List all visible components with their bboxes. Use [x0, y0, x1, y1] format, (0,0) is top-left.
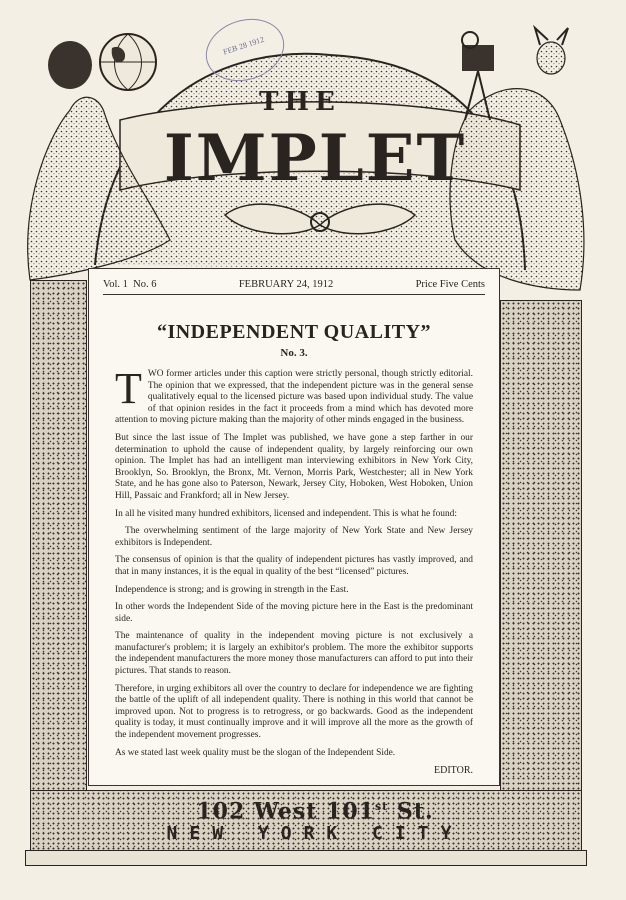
masthead-illustration: [0, 0, 626, 300]
address-city: NEW YORK CITY: [166, 823, 464, 845]
article-subhead: No. 3.: [280, 347, 308, 359]
base-molding: [25, 850, 587, 866]
paragraph: As we stated last week quality must be the slogan of the Independent Side.: [115, 747, 396, 758]
paragraph: Therefore, in urging exhibitors all over the country to declare for independence we are fighting the battle of the uplift of all independent quality. There is nothing in this world that cannot be improved upon. Not to progress is to retrogress, or go backwards. Good as the independent quality is today, it must continually improve and it will improve all the more as the growth of the independent movement progresses.: [115, 683, 473, 741]
masthead-title: IMPLET: [163, 121, 467, 196]
figure-with-camera: [450, 28, 584, 290]
paragraph: In other words the Independent Side of the moving picture here in the East is the predominant side.: [115, 602, 473, 624]
volume-number: Vol. 1 No. 6: [103, 279, 157, 290]
paragraph: The consensus of opinion is that the quality of independent pictures has vastly improved, and that in many instances, it is the equal in quality of the best “licensed” pictures.: [115, 555, 473, 577]
paragraph: In all he visited many hundred exhibitors, licensed and independent. This is what he found:: [115, 508, 457, 519]
signature: EDITOR.: [434, 765, 473, 777]
paragraph: The maintenance of quality in the independent moving picture is not exclusively a manufacturer's problem; it is largely an exhibitor's problem. The more the exhibitor supports the independent manufacturers the more money those manufacturers can afford to put into their pictures. That stands to reason.: [115, 631, 473, 677]
globe-icon: [100, 34, 156, 90]
issue-price: Price Five Cents: [415, 279, 485, 290]
paragraph: But since the last issue of The Implet was published, we have gone a step farther in our determination to uphold the cause of independent quality, by largely reinforcing our own opinion. The Implet has had an intelligent man interviewing exhibitors in New York City, Brooklyn, So. Brooklyn, the Bronx, Mt. Vernon, Morris Park, Westchester; all in New York State, and he has gone also to Paterson, Newark, Jersey City, Hoboken, West Hoboken, Union Hill, Passaic and Frankford; all in New Jersey.: [115, 432, 473, 501]
received-stamp: FEB 28 1912: [198, 9, 293, 91]
address-street: 102 West 101st St.: [196, 798, 434, 825]
paragraph: TWO former articles under this caption were strictly personal, though strictly editorial. The opinion that we expressed, that the independent picture was in the general sense qualitatively equal to the licensed picture was based upon individual study. The value of that opinion resides in the fact it proceeds from a mind which has devoted more attention to moving picture making than the majority of other minds engaged in the business.: [115, 364, 473, 426]
article-headline: “INDEPENDENT QUALITY”: [156, 321, 432, 343]
address: [120, 796, 510, 844]
issue-date: FEBRUARY 24, 1912: [238, 279, 334, 290]
paragraph: The overwhelming sentiment of the large majority of New York State and New Jersey exhibitors is Independent.: [115, 526, 473, 548]
paragraph: Independence is strong; and is growing in strength in the East.: [115, 584, 349, 595]
left-pillar: [30, 280, 87, 862]
article-panel: [88, 268, 500, 786]
masthead-title-small: THE: [259, 87, 341, 117]
right-pillar: [500, 300, 582, 862]
issue-info: [103, 279, 485, 295]
